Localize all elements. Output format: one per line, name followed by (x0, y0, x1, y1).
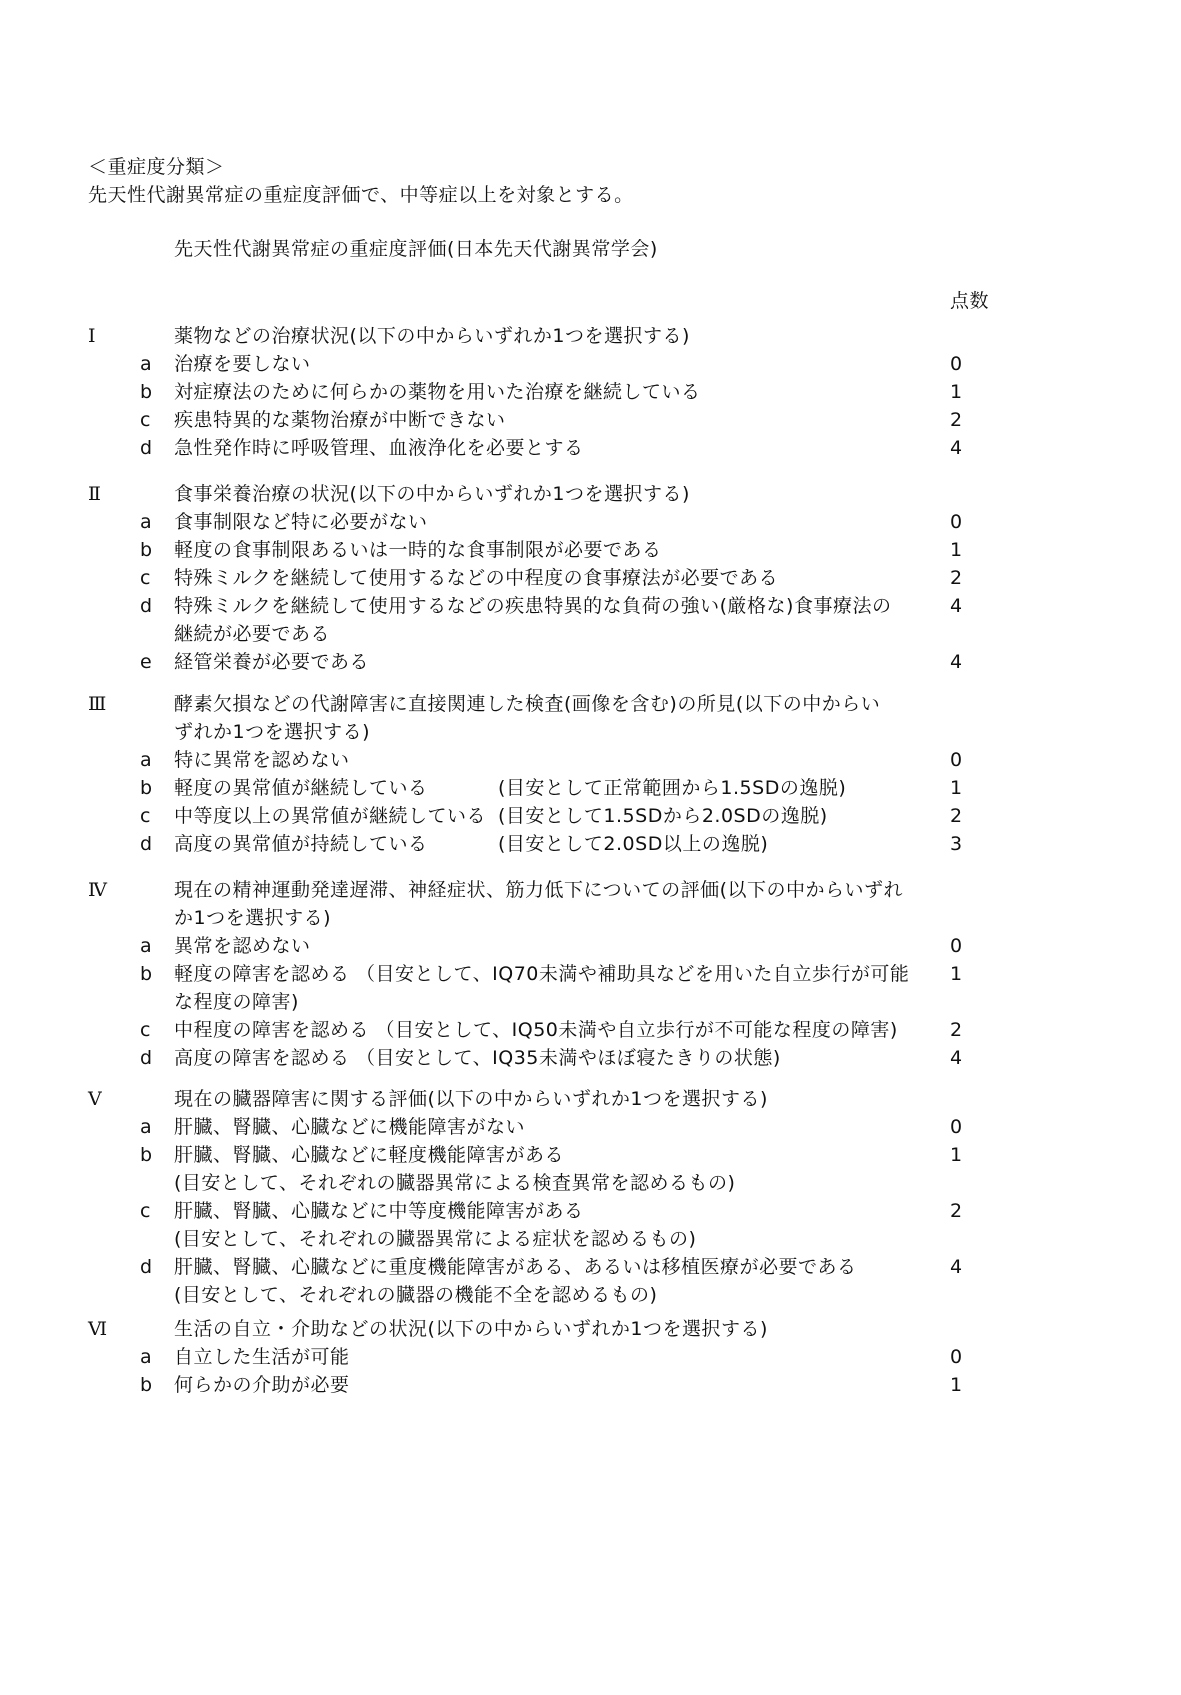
criterion-item (0, 774, 1181, 802)
item-score: 2 (950, 567, 963, 589)
item-score: 2 (950, 805, 963, 827)
item-description: 治療を要しない (174, 353, 311, 375)
section-numeral: Ⅲ (88, 693, 107, 715)
item-score: 1 (950, 777, 963, 799)
item-description: 軽度の食事制限あるいは一時的な食事制限が必要である (174, 539, 662, 561)
item-description: 特殊ミルクを継続して使用するなどの疾患特異的な負荷の強い(厳格な)食事療法の (174, 595, 892, 617)
section-title: 現在の精神運動発達遅滞、神経症状、筋力低下についての評価(以下の中からいずれ (174, 879, 904, 901)
criterion-item (0, 932, 1181, 960)
criterion-section (0, 876, 1181, 1072)
criterion-item (0, 1343, 1181, 1371)
item-description: 中程度の障害を認める （目安として、IQ50未満や自立歩行が不可能な程度の障害) (174, 1019, 898, 1041)
item-description: 何らかの介助が必要 (174, 1374, 350, 1396)
item-letter: a (140, 749, 153, 771)
item-description: 特に異常を認めない (174, 749, 350, 771)
item-letter: a (140, 353, 153, 375)
section-title-row (0, 1085, 1181, 1113)
item-description: 継続が必要である (174, 623, 331, 645)
intro-text: 先天性代謝異常症の重症度評価で、中等症以上を対象とする。 (88, 184, 634, 206)
criterion-item (0, 434, 1181, 462)
section-title: 酵素欠損などの代謝障害に直接関連した検査(画像を含む)の所見(以下の中からい (174, 693, 881, 715)
item-score: 3 (950, 833, 963, 855)
criterion-item (0, 536, 1181, 564)
item-letter: b (140, 1144, 153, 1166)
criterion-item-continuation (0, 620, 1181, 648)
item-description: 肝臓、腎臓、心臓などに機能障害がない (174, 1116, 526, 1138)
section-title-row (0, 718, 1181, 746)
criterion-item (0, 406, 1181, 434)
item-score: 0 (950, 1346, 963, 1368)
criterion-section (0, 480, 1181, 676)
item-score: 2 (950, 1019, 963, 1041)
section-title-row (0, 322, 1181, 350)
criterion-item-continuation (0, 1281, 1181, 1309)
score-column-header: 点数 (950, 290, 990, 312)
item-guideline-note: (目安として正常範囲から1.5SDの逸脱) (498, 777, 847, 799)
criterion-item (0, 1253, 1181, 1281)
item-score: 1 (950, 539, 963, 561)
section-title-row (0, 876, 1181, 904)
item-description: 食事制限など特に必要がない (174, 511, 428, 533)
item-description: (目安として、それぞれの臓器異常による症状を認めるもの) (174, 1228, 697, 1250)
item-description: 肝臓、腎臓、心臓などに重度機能障害がある、あるいは移植医療が必要である (174, 1256, 857, 1278)
item-letter: c (140, 1019, 151, 1041)
criterion-item (0, 378, 1181, 406)
section-numeral: Ⅰ (88, 325, 97, 347)
section-numeral: Ⅵ (88, 1318, 108, 1340)
item-score: 4 (950, 1256, 963, 1278)
item-score: 0 (950, 1116, 963, 1138)
item-description: 高度の障害を認める （目安として、IQ35未満やほぼ寝たきりの状態) (174, 1047, 781, 1069)
criterion-item-continuation (0, 1169, 1181, 1197)
item-description: 軽度の障害を認める （目安として、IQ70未満や補助具などを用いた自立歩行が可能 (174, 963, 910, 985)
item-score: 1 (950, 1144, 963, 1166)
criterion-item (0, 508, 1181, 536)
item-description: 軽度の異常値が継続している (174, 777, 428, 799)
item-letter: d (140, 437, 153, 459)
table-title: 先天性代謝異常症の重症度評価(日本先天代謝異常学会) (174, 238, 658, 260)
item-description: (目安として、それぞれの臓器の機能不全を認めるもの) (174, 1284, 658, 1306)
criterion-item (0, 1044, 1181, 1072)
criterion-item (0, 746, 1181, 774)
item-score: 0 (950, 749, 963, 771)
section-title: か1つを選択する) (174, 907, 332, 929)
item-letter: c (140, 805, 151, 827)
item-description: な程度の障害) (174, 991, 299, 1013)
section-title: 薬物などの治療状況(以下の中からいずれか1つを選択する) (174, 325, 690, 347)
criterion-item (0, 350, 1181, 378)
criterion-item (0, 592, 1181, 620)
item-score: 4 (950, 595, 963, 617)
criterion-item (0, 1113, 1181, 1141)
item-score: 1 (950, 381, 963, 403)
item-score: 0 (950, 353, 963, 375)
section-title: 現在の臓器障害に関する評価(以下の中からいずれか1つを選択する) (174, 1088, 768, 1110)
criterion-section (0, 1315, 1181, 1399)
criterion-item-continuation (0, 1225, 1181, 1253)
item-score: 4 (950, 437, 963, 459)
item-score: 2 (950, 1200, 963, 1222)
criterion-item (0, 802, 1181, 830)
section-title-row (0, 690, 1181, 718)
item-letter: e (140, 651, 153, 673)
item-description: 自立した生活が可能 (174, 1346, 350, 1368)
item-letter: a (140, 511, 153, 533)
criterion-section (0, 322, 1181, 462)
item-letter: c (140, 409, 151, 431)
section-title-row (0, 480, 1181, 508)
item-letter: b (140, 381, 153, 403)
section-title-row (0, 1315, 1181, 1343)
criterion-section (0, 1085, 1181, 1309)
criterion-item (0, 1016, 1181, 1044)
criterion-item (0, 564, 1181, 592)
item-guideline-note: (目安として1.5SDから2.0SDの逸脱) (498, 805, 828, 827)
item-description: 中等度以上の異常値が継続している (174, 805, 487, 827)
item-letter: d (140, 833, 153, 855)
criterion-section (0, 690, 1181, 858)
item-description: (目安として、それぞれの臓器異常による検査異常を認めるもの) (174, 1172, 736, 1194)
item-letter: b (140, 777, 153, 799)
item-description: 高度の異常値が持続している (174, 833, 428, 855)
section-heading: ＜重症度分類＞ (88, 156, 225, 178)
item-score: 1 (950, 963, 963, 985)
item-score: 4 (950, 651, 963, 673)
criterion-item (0, 1371, 1181, 1399)
criterion-item-continuation (0, 988, 1181, 1016)
item-description: 肝臓、腎臓、心臓などに中等度機能障害がある (174, 1200, 584, 1222)
item-score: 1 (950, 1374, 963, 1396)
criterion-item (0, 648, 1181, 676)
section-title: 生活の自立・介助などの状況(以下の中からいずれか1つを選択する) (174, 1318, 768, 1340)
item-letter: b (140, 539, 153, 561)
item-description: 異常を認めない (174, 935, 311, 957)
item-letter: b (140, 963, 153, 985)
item-letter: a (140, 935, 153, 957)
section-numeral: Ⅱ (88, 483, 102, 505)
item-letter: a (140, 1116, 153, 1138)
section-numeral: Ⅳ (88, 879, 108, 901)
criterion-item (0, 830, 1181, 858)
item-score: 0 (950, 511, 963, 533)
item-description: 急性発作時に呼吸管理、血液浄化を必要とする (174, 437, 584, 459)
item-score: 0 (950, 935, 963, 957)
criterion-item (0, 1197, 1181, 1225)
item-letter: d (140, 1047, 153, 1069)
item-guideline-note: (目安として2.0SD以上の逸脱) (498, 833, 769, 855)
section-title: ずれか1つを選択する) (174, 721, 371, 743)
item-letter: a (140, 1346, 153, 1368)
item-letter: b (140, 1374, 153, 1396)
item-letter: d (140, 595, 153, 617)
item-description: 肝臓、腎臓、心臓などに軽度機能障害がある (174, 1144, 565, 1166)
item-description: 経管栄養が必要である (174, 651, 370, 673)
item-letter: d (140, 1256, 153, 1278)
item-letter: c (140, 567, 151, 589)
item-description: 特殊ミルクを継続して使用するなどの中程度の食事療法が必要である (174, 567, 779, 589)
item-description: 対症療法のために何らかの薬物を用いた治療を継続している (174, 381, 701, 403)
section-title-row (0, 904, 1181, 932)
item-description: 疾患特異的な薬物治療が中断できない (174, 409, 506, 431)
criterion-item (0, 960, 1181, 988)
item-score: 2 (950, 409, 963, 431)
section-numeral: Ⅴ (88, 1088, 103, 1110)
item-score: 4 (950, 1047, 963, 1069)
item-letter: c (140, 1200, 151, 1222)
criterion-item (0, 1141, 1181, 1169)
section-title: 食事栄養治療の状況(以下の中からいずれか1つを選択する) (174, 483, 690, 505)
